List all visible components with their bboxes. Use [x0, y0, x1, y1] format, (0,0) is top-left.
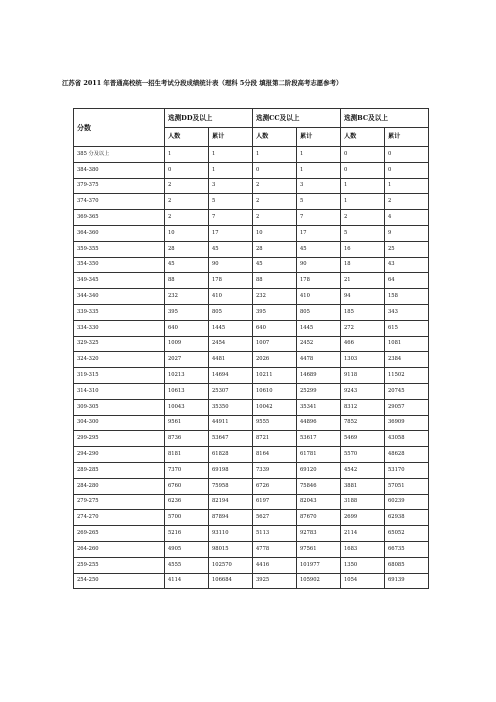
bc-count-cell: 18 — [341, 257, 385, 273]
cc-count-cell: 8721 — [253, 431, 297, 447]
table-row — [74, 352, 429, 368]
bc-cumulative-cell: 615 — [385, 320, 429, 336]
cc-cumulative-cell: 87670 — [297, 510, 341, 526]
dd-count-cell: 1 — [165, 147, 209, 163]
dd-cumulative-cell: 3 — [209, 178, 253, 194]
table-row — [74, 194, 429, 210]
score-range-cell: 269-265 — [74, 526, 165, 542]
dd-count-cell: 6760 — [165, 478, 209, 494]
dd-cumulative-cell: 805 — [209, 304, 253, 320]
cc-cumulative-cell: 1 — [297, 162, 341, 178]
cc-cumulative-cell: 44896 — [297, 415, 341, 431]
score-range-cell: 384-380 — [74, 162, 165, 178]
dd-cumulative-cell: 1445 — [209, 320, 253, 336]
dd-count-cell: 5216 — [165, 526, 209, 542]
cc-count-cell: 640 — [253, 320, 297, 336]
cc-count-cell: 6197 — [253, 494, 297, 510]
table-row — [74, 162, 429, 178]
dd-cumulative-cell: 1 — [209, 147, 253, 163]
dd-cumulative-cell: 44911 — [209, 415, 253, 431]
sub-header-count: 人数 — [341, 128, 385, 147]
cc-cumulative-cell: 1445 — [297, 320, 341, 336]
dd-cumulative-cell: 98015 — [209, 541, 253, 557]
bc-count-cell: 2114 — [341, 526, 385, 542]
score-range-cell: 364-360 — [74, 225, 165, 241]
table-row — [74, 336, 429, 352]
cc-count-cell: 88 — [253, 273, 297, 289]
cc-count-cell: 5113 — [253, 526, 297, 542]
score-range-cell: 369-365 — [74, 210, 165, 226]
score-range-cell: 294-290 — [74, 447, 165, 463]
cc-cumulative-cell: 4478 — [297, 352, 341, 368]
bc-cumulative-cell: 57051 — [385, 478, 429, 494]
bc-count-cell: 1 — [341, 194, 385, 210]
dd-cumulative-cell: 102570 — [209, 557, 253, 573]
cc-count-cell: 4778 — [253, 541, 297, 557]
bc-count-cell: 0 — [341, 162, 385, 178]
bc-cumulative-cell: 1081 — [385, 336, 429, 352]
score-range-cell: 309-305 — [74, 399, 165, 415]
group-header-bc: 选测BC及以上 — [341, 109, 429, 128]
bc-cumulative-cell: 65052 — [385, 526, 429, 542]
score-range-cell: 284-280 — [74, 478, 165, 494]
table-row — [74, 368, 429, 384]
score-range-cell: 374-370 — [74, 194, 165, 210]
table-row — [74, 431, 429, 447]
bc-count-cell: 3881 — [341, 478, 385, 494]
table-row — [74, 478, 429, 494]
dd-count-cell: 2 — [165, 178, 209, 194]
bc-cumulative-cell: 29057 — [385, 399, 429, 415]
cc-cumulative-cell: 410 — [297, 289, 341, 305]
dd-count-cell: 8181 — [165, 447, 209, 463]
dd-cumulative-cell: 4481 — [209, 352, 253, 368]
bc-cumulative-cell: 60239 — [385, 494, 429, 510]
cc-count-cell: 2 — [253, 210, 297, 226]
cc-count-cell: 28 — [253, 241, 297, 257]
table-row — [74, 383, 429, 399]
dd-count-cell: 232 — [165, 289, 209, 305]
dd-count-cell: 4905 — [165, 541, 209, 557]
dd-count-cell: 6236 — [165, 494, 209, 510]
dd-cumulative-cell: 17 — [209, 225, 253, 241]
bc-count-cell: 5469 — [341, 431, 385, 447]
bc-count-cell: 185 — [341, 304, 385, 320]
score-column-header: 分数 — [74, 109, 165, 147]
bc-count-cell: 7852 — [341, 415, 385, 431]
bc-count-cell: 1 — [341, 178, 385, 194]
score-range-cell: 344-340 — [74, 289, 165, 305]
table-row — [74, 399, 429, 415]
table-row — [74, 557, 429, 573]
score-range-cell: 324-320 — [74, 352, 165, 368]
table-row — [74, 573, 429, 589]
bc-count-cell: 5 — [341, 225, 385, 241]
table-row — [74, 447, 429, 463]
cc-cumulative-cell: 2452 — [297, 336, 341, 352]
dd-cumulative-cell: 93110 — [209, 526, 253, 542]
dd-cumulative-cell: 5 — [209, 194, 253, 210]
score-distribution-table — [73, 108, 429, 589]
cc-count-cell: 2 — [253, 194, 297, 210]
cc-cumulative-cell: 45 — [297, 241, 341, 257]
cc-count-cell: 232 — [253, 289, 297, 305]
score-range-cell: 264-260 — [74, 541, 165, 557]
table-row — [74, 526, 429, 542]
bc-count-cell: 1303 — [341, 352, 385, 368]
dd-cumulative-cell: 35350 — [209, 399, 253, 415]
bc-count-cell: 0 — [341, 147, 385, 163]
cc-cumulative-cell: 97561 — [297, 541, 341, 557]
bc-count-cell: 94 — [341, 289, 385, 305]
cc-count-cell: 9555 — [253, 415, 297, 431]
cc-cumulative-cell: 5 — [297, 194, 341, 210]
bc-count-cell: 1683 — [341, 541, 385, 557]
sub-header-cumulative: 累计 — [385, 128, 429, 147]
table-row — [74, 147, 429, 163]
table-row — [74, 257, 429, 273]
score-range-cell: 279-275 — [74, 494, 165, 510]
dd-count-cell: 4555 — [165, 557, 209, 573]
bc-cumulative-cell: 0 — [385, 162, 429, 178]
dd-count-cell: 9561 — [165, 415, 209, 431]
cc-count-cell: 1 — [253, 147, 297, 163]
cc-cumulative-cell: 53617 — [297, 431, 341, 447]
cc-cumulative-cell: 75846 — [297, 478, 341, 494]
bc-count-cell: 9118 — [341, 368, 385, 384]
bc-cumulative-cell: 68085 — [385, 557, 429, 573]
score-range-cell: 274-270 — [74, 510, 165, 526]
dd-cumulative-cell: 53647 — [209, 431, 253, 447]
dd-count-cell: 0 — [165, 162, 209, 178]
table-row — [74, 178, 429, 194]
dd-count-cell: 10 — [165, 225, 209, 241]
score-range-cell: 334-330 — [74, 320, 165, 336]
dd-count-cell: 10213 — [165, 368, 209, 384]
bc-cumulative-cell: 158 — [385, 289, 429, 305]
score-range-cell: 379-375 — [74, 178, 165, 194]
table-row — [74, 241, 429, 257]
dd-count-cell: 10613 — [165, 383, 209, 399]
bc-cumulative-cell: 62938 — [385, 510, 429, 526]
cc-cumulative-cell: 178 — [297, 273, 341, 289]
cc-cumulative-cell: 35341 — [297, 399, 341, 415]
table-row — [74, 273, 429, 289]
score-range-cell: 254-250 — [74, 573, 165, 589]
cc-count-cell: 395 — [253, 304, 297, 320]
cc-count-cell: 2026 — [253, 352, 297, 368]
score-range-cell: 349-345 — [74, 273, 165, 289]
dd-cumulative-cell: 61828 — [209, 447, 253, 463]
dd-cumulative-cell: 69198 — [209, 462, 253, 478]
bc-count-cell: 1350 — [341, 557, 385, 573]
dd-count-cell: 7370 — [165, 462, 209, 478]
cc-cumulative-cell: 17 — [297, 225, 341, 241]
cc-count-cell: 10042 — [253, 399, 297, 415]
dd-count-cell: 640 — [165, 320, 209, 336]
dd-count-cell: 5700 — [165, 510, 209, 526]
bc-cumulative-cell: 2 — [385, 194, 429, 210]
table-row — [74, 210, 429, 226]
cc-count-cell: 5627 — [253, 510, 297, 526]
bc-cumulative-cell: 11502 — [385, 368, 429, 384]
cc-count-cell: 3925 — [253, 573, 297, 589]
page-title: 江苏省 2011 年普通高校统一招生考试分段成绩统计表（理科 5分段 填报第二阶段高考志愿参考） — [62, 79, 343, 87]
bc-cumulative-cell: 343 — [385, 304, 429, 320]
cc-count-cell: 1007 — [253, 336, 297, 352]
bc-count-cell: 4542 — [341, 462, 385, 478]
score-range-cell: 339-335 — [74, 304, 165, 320]
dd-cumulative-cell: 87894 — [209, 510, 253, 526]
dd-cumulative-cell: 45 — [209, 241, 253, 257]
dd-count-cell: 2027 — [165, 352, 209, 368]
group-header-cc: 选测CC及以上 — [253, 109, 341, 128]
cc-cumulative-cell: 1 — [297, 147, 341, 163]
bc-count-cell: 16 — [341, 241, 385, 257]
cc-count-cell: 10610 — [253, 383, 297, 399]
bc-cumulative-cell: 20745 — [385, 383, 429, 399]
bc-count-cell: 1054 — [341, 573, 385, 589]
bc-cumulative-cell: 69139 — [385, 573, 429, 589]
table-row — [74, 494, 429, 510]
cc-cumulative-cell: 90 — [297, 257, 341, 273]
dd-count-cell: 395 — [165, 304, 209, 320]
cc-cumulative-cell: 25299 — [297, 383, 341, 399]
cc-cumulative-cell: 14689 — [297, 368, 341, 384]
bc-count-cell: 466 — [341, 336, 385, 352]
bc-cumulative-cell: 9 — [385, 225, 429, 241]
table-row — [74, 415, 429, 431]
dd-count-cell: 4114 — [165, 573, 209, 589]
dd-cumulative-cell: 25307 — [209, 383, 253, 399]
bc-cumulative-cell: 64 — [385, 273, 429, 289]
bc-count-cell: 21 — [341, 273, 385, 289]
bc-cumulative-cell: 43 — [385, 257, 429, 273]
table-row — [74, 289, 429, 305]
group-header-dd: 选测DD及以上 — [165, 109, 253, 128]
table-row — [74, 541, 429, 557]
header-row-groups — [74, 109, 429, 128]
table-row — [74, 462, 429, 478]
bc-cumulative-cell: 2384 — [385, 352, 429, 368]
cc-cumulative-cell: 82043 — [297, 494, 341, 510]
dd-cumulative-cell: 106684 — [209, 573, 253, 589]
dd-count-cell: 2 — [165, 210, 209, 226]
score-range-cell: 385 分及以上 — [74, 147, 165, 163]
dd-count-cell: 45 — [165, 257, 209, 273]
score-range-cell: 304-300 — [74, 415, 165, 431]
cc-count-cell: 0 — [253, 162, 297, 178]
score-range-cell: 319-315 — [74, 368, 165, 384]
bc-cumulative-cell: 48628 — [385, 447, 429, 463]
cc-cumulative-cell: 805 — [297, 304, 341, 320]
cc-cumulative-cell: 61781 — [297, 447, 341, 463]
table-row — [74, 304, 429, 320]
bc-count-cell: 3188 — [341, 494, 385, 510]
dd-cumulative-cell: 7 — [209, 210, 253, 226]
dd-cumulative-cell: 1 — [209, 162, 253, 178]
cc-cumulative-cell: 3 — [297, 178, 341, 194]
cc-count-cell: 7339 — [253, 462, 297, 478]
dd-count-cell: 1009 — [165, 336, 209, 352]
dd-count-cell: 88 — [165, 273, 209, 289]
score-range-cell: 299-295 — [74, 431, 165, 447]
dd-cumulative-cell: 178 — [209, 273, 253, 289]
bc-cumulative-cell: 1 — [385, 178, 429, 194]
cc-cumulative-cell: 7 — [297, 210, 341, 226]
dd-count-cell: 2 — [165, 194, 209, 210]
bc-count-cell: 272 — [341, 320, 385, 336]
bc-count-cell: 2699 — [341, 510, 385, 526]
score-range-cell: 259-255 — [74, 557, 165, 573]
bc-cumulative-cell: 4 — [385, 210, 429, 226]
bc-cumulative-cell: 0 — [385, 147, 429, 163]
cc-count-cell: 10 — [253, 225, 297, 241]
sub-header-count: 人数 — [165, 128, 209, 147]
dd-count-cell: 28 — [165, 241, 209, 257]
bc-count-cell: 8312 — [341, 399, 385, 415]
cc-count-cell: 4416 — [253, 557, 297, 573]
sub-header-cumulative: 累计 — [297, 128, 341, 147]
bc-cumulative-cell: 43058 — [385, 431, 429, 447]
cc-cumulative-cell: 105902 — [297, 573, 341, 589]
cc-count-cell: 45 — [253, 257, 297, 273]
bc-count-cell: 9243 — [341, 383, 385, 399]
dd-count-cell: 10043 — [165, 399, 209, 415]
score-range-cell: 314-310 — [74, 383, 165, 399]
dd-cumulative-cell: 14694 — [209, 368, 253, 384]
table-row — [74, 320, 429, 336]
dd-cumulative-cell: 410 — [209, 289, 253, 305]
table-row — [74, 225, 429, 241]
cc-count-cell: 8164 — [253, 447, 297, 463]
cc-count-cell: 2 — [253, 178, 297, 194]
cc-cumulative-cell: 92783 — [297, 526, 341, 542]
cc-cumulative-cell: 101977 — [297, 557, 341, 573]
score-range-cell: 289-285 — [74, 462, 165, 478]
sub-header-cumulative: 累计 — [209, 128, 253, 147]
dd-cumulative-cell: 75958 — [209, 478, 253, 494]
score-range-cell: 354-350 — [74, 257, 165, 273]
dd-cumulative-cell: 82194 — [209, 494, 253, 510]
score-range-cell: 329-325 — [74, 336, 165, 352]
cc-count-cell: 10211 — [253, 368, 297, 384]
score-range-cell: 359-355 — [74, 241, 165, 257]
dd-cumulative-cell: 2454 — [209, 336, 253, 352]
cc-cumulative-cell: 69120 — [297, 462, 341, 478]
bc-cumulative-cell: 25 — [385, 241, 429, 257]
sub-header-count: 人数 — [253, 128, 297, 147]
bc-count-cell: 2 — [341, 210, 385, 226]
dd-cumulative-cell: 90 — [209, 257, 253, 273]
table-row — [74, 510, 429, 526]
dd-count-cell: 8736 — [165, 431, 209, 447]
bc-cumulative-cell: 53170 — [385, 462, 429, 478]
cc-count-cell: 6726 — [253, 478, 297, 494]
bc-cumulative-cell: 36909 — [385, 415, 429, 431]
bc-cumulative-cell: 66735 — [385, 541, 429, 557]
bc-count-cell: 5570 — [341, 447, 385, 463]
